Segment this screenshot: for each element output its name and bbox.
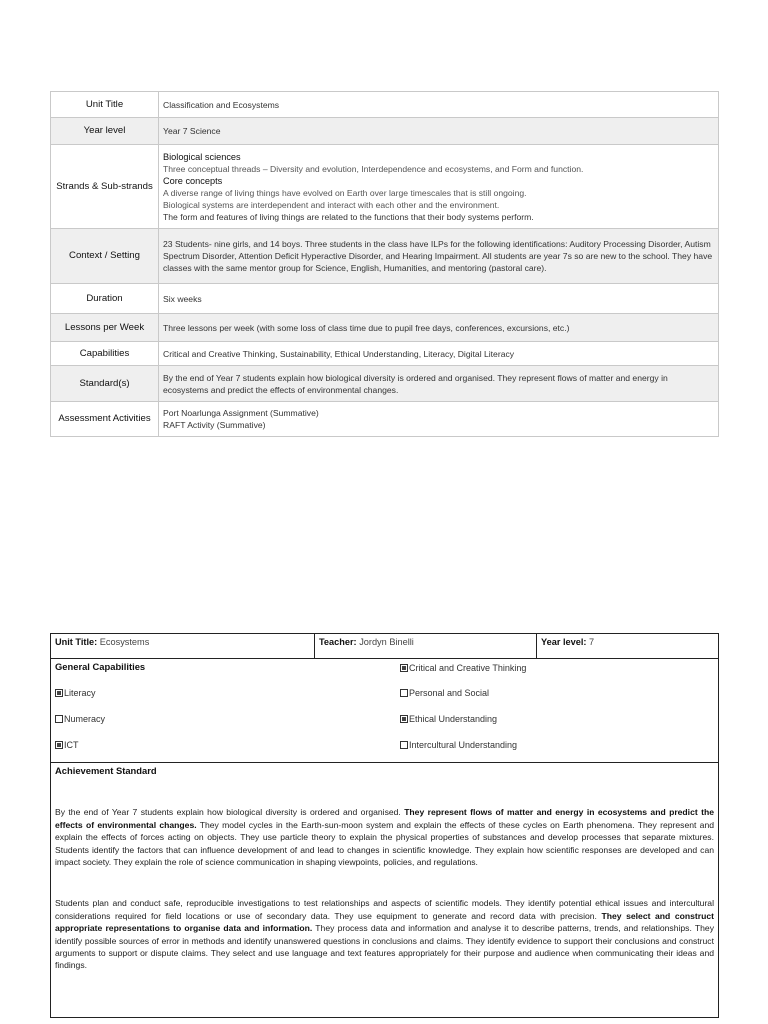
checkbox-unchecked-icon[interactable] [55,715,63,723]
checkbox-checked-icon[interactable] [400,715,408,723]
year-level-value: 7 [589,637,595,647]
checkbox-checked-icon[interactable] [400,664,408,672]
capability-literacy [55,687,96,699]
unit-plan-table [50,633,719,1018]
capability-label: Ethical Understanding [409,714,498,724]
table-row [51,342,719,366]
table-row [51,118,719,145]
row-label-capabilities: Capabilities [51,342,159,366]
assessment-item-2: RAFT Activity (Summative) [163,420,266,430]
strands-line-2: A diverse range of living things have evolved on Earth over large timescales that is still ongoing. [163,187,527,198]
row-label-assessment: Assessment Activities [51,402,159,437]
strands-line-1: Three conceptual threads – Diversity and evolution, Interdependence and ecosystems, and Form and function. [163,163,584,174]
checkbox-unchecked-icon[interactable] [400,741,408,749]
row-label-context: Context / Setting [51,229,159,284]
capability-ethical [400,713,497,725]
table-row [51,366,719,402]
para1-text-c: They model cycles in the Earth-sun-moon system and explain the effects of these cycles on Earth phenomena. They represent and explain the effects of forces acting on objects. They use particle theory to explain the physical properties of substances and develop processes that separate mixtures. Students identify the factors that can influence development of and lead to changes in scientific knowledge. They explain how scientific responses are developed and can impact society. They explain the role of science communication in shaping viewpoints, policies, and regulations. [55,819,714,868]
row-value-lessons: Three lessons per week (with some loss of class time due to pupil free days, conferences, excursions, etc.) [159,314,719,342]
capability-label: Intercultural Understanding [409,740,518,750]
row-value-strands [159,145,719,229]
year-level-label: Year level: [541,637,587,647]
para2-text-a: Students plan and conduct safe, reproducible investigations to test relationships and aspects of scientific models. They identify potential ethical issues and intercultural considerations required for field locations or use of secondary data. They use equipment to generate and record data with precision. [55,898,714,921]
unit-title-label: Unit Title: [55,637,98,647]
row-label-lessons: Lessons per Week [51,314,159,342]
para2-bold: They select and construct appropriate representations to organise data and information. [55,910,714,934]
general-capabilities-section [51,659,718,763]
teacher-label: Teacher: [319,637,357,647]
general-capabilities-title: General Capabilities [55,661,146,672]
row-label-year-level: Year level [51,118,159,145]
achievement-standard-title: Achievement Standard [55,765,157,776]
unit-header-row [51,634,718,659]
achievement-paragraph-1 [55,806,714,868]
row-value-standards: By the end of Year 7 students explain how biological diversity is ordered and organised. They represent flows of matter and energy in ecosystems and predict the effects of environmental changes. [159,366,719,402]
row-value-assessment [159,402,719,437]
capability-label: Literacy [64,688,96,698]
assessment-item-1: Port Noarlunga Assignment (Summative) [163,408,319,418]
capability-ict [55,739,79,751]
strands-line-3: Biological systems are interdependent and interact with each other and the environment. [163,199,500,210]
capability-personal-social [400,687,489,699]
achievement-standard-section [51,763,718,974]
capability-critical-creative [400,662,526,674]
para1-bold: They represent flows of matter and energy in ecosystems and predict the effects of environmental changes. [55,807,714,830]
capability-label: Personal and Social [409,688,490,698]
unit-overview-table [50,91,719,437]
row-label-unit-title: Unit Title [51,92,159,118]
table-row [51,314,719,342]
table-row [51,145,719,229]
table-row [51,92,719,118]
teacher-cell [315,634,537,658]
table-row [51,229,719,284]
row-label-duration: Duration [51,284,159,314]
capability-intercultural [400,739,517,751]
row-value-year-level: Year 7 Science [159,118,719,145]
checkbox-checked-icon[interactable] [55,689,63,697]
para1-text-a: By the end of Year 7 students explain how biological diversity is ordered and organised. [55,807,405,818]
unit-title-cell [51,634,315,658]
strands-line-4: The form and features of living things are related to the functions that their body systems perform. [163,211,534,222]
capability-numeracy [55,713,105,725]
year-level-cell [537,634,718,658]
row-label-standards: Standard(s) [51,366,159,402]
teacher-value: Jordyn Binelli [359,637,414,647]
table-row [51,402,719,437]
achievement-paragraph-2 [55,897,714,971]
row-label-strands: Strands & Sub-strands [51,145,159,229]
table-row [51,284,719,314]
row-value-context: 23 Students- nine girls, and 14 boys. Three students in the class have ILPs for the following identifications: Auditory Processing Disorder, Autism Spectrum Disorder, Attention Deficit Hyperactive Disorder, and Hearing Impairment. All students are year 7s so are new to the school. They have classes with the same mentor group for Science, English, Humanities, and mentoring (pastoral care). [159,229,719,284]
strands-heading-1: Biological sciences [163,151,241,162]
para2-text-c: They process data and information and analyse it to describe patterns, trends, and relationships. They identify possible sources of error in methods and identify unanswered questions in conclusions and claims. They identify evidence to support their conclusions and construct arguments to support or dispute claims. They select and use language and text features appropriately for their purpose and audience when communicating their ideas and findings. [55,923,714,971]
row-value-unit-title: Classification and Ecosystems [159,92,719,118]
checkbox-unchecked-icon[interactable] [400,689,408,697]
strands-heading-2: Core concepts [163,175,223,186]
row-value-capabilities: Critical and Creative Thinking, Sustainability, Ethical Understanding, Literacy, Digital Literacy [159,342,719,366]
checkbox-checked-icon[interactable] [55,741,63,749]
row-value-duration: Six weeks [159,284,719,314]
capability-label: Numeracy [64,714,106,724]
capability-label: Critical and Creative Thinking [409,663,527,673]
unit-title-value: Ecosystems [99,637,150,647]
capability-label: ICT [64,740,79,750]
